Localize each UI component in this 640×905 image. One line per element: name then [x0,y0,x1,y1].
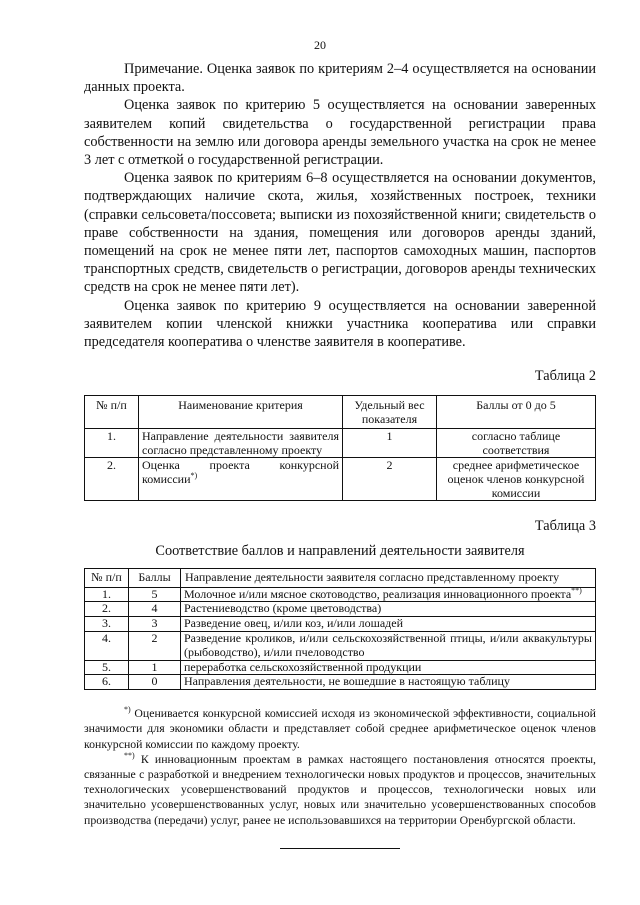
paragraph-note: Примечание. Оценка заявок по критериям 2–4 осуществляется на основании данных проекта. [84,61,596,96]
table3-label: Таблица 3 [534,518,596,535]
col-header-criterion: Наименование критерия [139,396,343,429]
footnote-ref: **) [571,585,582,595]
row-direction: Разведение кроликов, и/или сельскохозяйственной птицы, и/или аквакультуры (рыбоводство), и/или пчеловодство [181,632,596,661]
row-direction: Разведение овец, и/или коз, и/или лошадей [181,617,596,632]
table-row [85,602,596,617]
row-number: 1. [85,429,139,458]
row-number: 4. [85,632,129,661]
table-row [85,675,596,690]
col-header-weight: Удельный вес показателя [343,396,437,429]
row-number: 2. [85,458,139,501]
paragraph-criteria-6-8: Оценка заявок по критериям 6–8 осуществляется на основании документов, подтверждающих наличие скота, жилья, хозяйственных построек, техники (справки сельсовета/поссовета; выписки из похозяйственной книги; свидетельств о праве собственности на здания, помещения или договоров аренды зданий, помещений на срок не менее пяти лет, паспортов самоходных машин, паспортов транспортных средств, свидетельств о регистрации, договоров аренды технических средств на срок не менее пяти лет). [84,170,596,296]
row-direction: Направления деятельности, не вошедшие в настоящую таблицу [181,675,596,690]
document-body [84,60,596,849]
row-number: 1. [85,587,129,602]
criterion-name: Оценка проекта конкурсной комиссии*) [139,458,343,501]
footnote-2: **) К инновационным проектам в рамках настоящего постановления относятся проекты, связанные с разработкой и внедрением технологически новых продуктов и процессов, значительных технологических усовершенствований продуктов и процессов, технологически новых или значительно усовершенствованных услуг, новых или значительно усовершенствованных способов производства (передачи) услуг, ранее не использовавшихся на территории Оренбургской области. [84,750,596,827]
table-row [85,632,596,661]
criterion-weight: 1 [343,429,437,458]
criterion-score: среднее арифметическое оценок членов конкурсной комиссии [437,458,596,501]
footnote-1: *) Оценивается конкурсной комиссией исходя из экономической эффективности, социальной значимости для экономики области и представляет собой среднее арифметическое оценок членов конкурсной комиссии по каждому проекту. [84,705,596,751]
table2-label: Таблица 2 [534,368,596,385]
footnote-ref: *) [190,471,198,481]
footnote-mark: *) [124,705,131,715]
table-row [85,587,596,602]
criterion-weight: 2 [343,458,437,501]
table3-title: Соответствие баллов и направлений деятельности заявителя [155,542,525,559]
criteria-table [84,395,596,501]
scores-table [84,568,596,690]
divider [280,848,400,849]
row-number: 2. [85,602,129,617]
paragraph-criterion-9: Оценка заявок по критерию 9 осуществляется на основании заверенной заявителем копии членской книжки участника кооператива или справки председателя кооператива о членстве заявителя в кооперативе. [84,297,596,351]
table-row [85,458,596,501]
row-score: 0 [129,675,181,690]
criterion-score: согласно таблице соответствия [437,429,596,458]
row-score: 2 [129,632,181,661]
row-number: 3. [85,617,129,632]
col-header-number: № п/п [85,568,129,587]
row-score: 5 [129,587,181,602]
row-number: 5. [85,660,129,675]
page-number: 20 [314,38,326,52]
row-direction: Растениеводство (кроме цветоводства) [181,602,596,617]
footnote-mark: **) [124,750,135,760]
col-header-direction: Направление деятельности заявителя согласно представленному проекту [181,568,596,587]
row-score: 1 [129,660,181,675]
col-header-number: № п/п [85,396,139,429]
row-score: 4 [129,602,181,617]
footnotes [84,706,596,828]
paragraph-criterion-5: Оценка заявок по критерию 5 осуществляется на основании заверенных заявителем копий свидетельства о государственной регистрации права собственности на землю или договора аренды земельного участка на срок не менее 3 лет с отметкой о государственной регистрации. [84,97,596,169]
row-score: 3 [129,617,181,632]
row-direction: Молочное и/или мясное скотоводство, реализация инновационного проекта**) [181,587,596,602]
col-header-score: Баллы [129,568,181,587]
table-row [85,617,596,632]
table-header-row [85,396,596,429]
row-direction: переработка сельскохозяйственной продукции [181,660,596,675]
table-row [85,429,596,458]
table-header-row [85,568,596,587]
table-row [85,660,596,675]
row-number: 6. [85,675,129,690]
criterion-name: Направление деятельности заявителя согласно представленному проекту [139,429,343,458]
col-header-score: Баллы от 0 до 5 [437,396,596,429]
